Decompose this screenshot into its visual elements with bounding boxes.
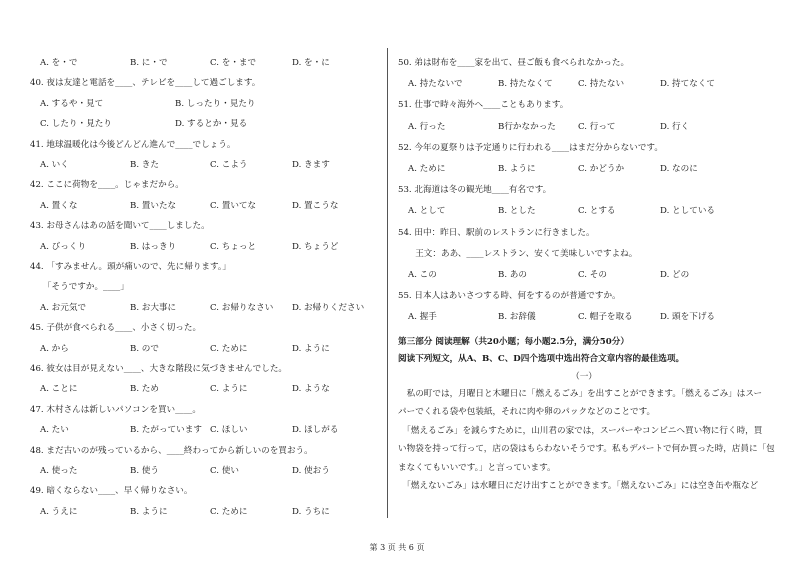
answer-option[interactable]: C. 持たない [578, 79, 625, 90]
answer-option[interactable]: D. きます [292, 160, 330, 170]
section-instructions: 阅读下列短文，从A、B、C、D四个选项中选出符合文章内容的最佳选项。 [398, 353, 685, 364]
answer-option[interactable]: A. うえに [40, 506, 78, 517]
answer-option[interactable]: D. するとか・見る [175, 119, 248, 130]
answer-option[interactable]: C. ために [210, 343, 248, 354]
section-title: 第三部分 阅读理解（共20小题；每小题2.5分，满分50分） [398, 336, 629, 347]
question-text: 49. 暗くならない____、早く帰りなさい。 [30, 486, 193, 497]
answer-option[interactable]: B. あの [498, 270, 527, 280]
answer-option[interactable]: C. お帰りなさい [210, 302, 274, 313]
answer-option[interactable]: C. ために [210, 506, 248, 517]
answer-option[interactable]: B. ように [130, 506, 168, 517]
answer-option[interactable]: A. 置くな [40, 200, 78, 211]
answer-option[interactable]: D. ほしがる [292, 425, 339, 436]
passage-line: 私の町では，月曜日と木曜日に「燃えるごみ」を出すことができます。「燃えるごみ」はスー [398, 388, 763, 399]
question-text: 47. 木村さんは新しいパソコンを買い____。 [30, 404, 201, 415]
answer-option[interactable]: D. 行く [660, 121, 690, 132]
answer-option[interactable]: A. 握手 [408, 312, 437, 323]
question-text: 45. 子供が食べられる____、小さく切った。 [30, 323, 202, 334]
answer-option[interactable]: A. びっくり [40, 241, 87, 252]
answer-option[interactable]: B. 使う [130, 466, 159, 476]
answer-option[interactable]: C. ほしい [210, 425, 248, 436]
answer-option[interactable]: B. とした [498, 206, 536, 217]
answer-option[interactable]: B. きた [130, 160, 159, 170]
question-text: 54. 田中：昨日、駅前のレストランに行きました。 [398, 227, 595, 238]
answer-option[interactable]: C. を・まで [210, 58, 257, 68]
question-text: 46. 彼女は目が見えない____、大きな階段に気づきませんでした。 [30, 364, 288, 374]
answer-option[interactable]: C. かどうか [578, 164, 625, 174]
answer-option[interactable]: D. お帰りください [292, 302, 365, 313]
answer-option[interactable]: D. うちに [292, 506, 330, 517]
answer-option[interactable]: C. ちょっと [210, 241, 257, 252]
answer-option[interactable]: D. なのに [660, 164, 698, 174]
question-text: 48. まだ古いのが残っているから、____終わってから新しいのを買おう。 [30, 445, 313, 456]
passage-line: まなくてもいいです。」と言っています。 [398, 462, 556, 473]
answer-option[interactable]: B. ので [130, 343, 159, 354]
question-text: 52. 今年の夏祭りは予定通りに行われる____はまだ分からないです。 [398, 142, 663, 153]
answer-option[interactable]: B. お大事に [130, 302, 177, 313]
answer-option[interactable]: A. お元気で [40, 302, 87, 313]
answer-option[interactable]: A. ことに [40, 384, 78, 395]
answer-option[interactable]: C. その [578, 270, 607, 280]
answer-option[interactable]: C. こよう [210, 160, 248, 170]
answer-option[interactable]: B. しったり・見たり [175, 98, 256, 109]
answer-option[interactable]: A. いく [40, 160, 69, 170]
answer-option[interactable]: C. ように [210, 384, 248, 395]
answer-option[interactable]: B. 置いたな [130, 200, 177, 211]
passage-number: （一） [571, 371, 597, 382]
question-text: 44. 「すみません。頭が痛いので、先に帰ります。」 [30, 262, 231, 272]
answer-option[interactable]: D. ような [292, 384, 330, 395]
question-text: 41. 地球温暖化は今後どんどん進んで____でしょう。 [30, 139, 236, 150]
answer-option[interactable]: C. 帽子を取る [578, 312, 633, 323]
answer-option[interactable]: D. を・に [292, 58, 330, 68]
question-text: 王文：ああ、____レストラン、安くて美味しいですよね。 [398, 248, 638, 259]
answer-option[interactable]: B. お辞儀 [498, 312, 536, 323]
answer-option[interactable]: B. ため [130, 384, 159, 395]
column-divider [387, 48, 388, 518]
passage-line: い物袋を持って行って，店の袋はもらわないそうです。私もデパートで何か買った時，店員に「包 [398, 444, 775, 455]
answer-option[interactable]: C. 使い [210, 466, 239, 476]
question-text: 50. 弟は財布を____家を出て、昼ご飯も食べられなかった。 [398, 58, 630, 68]
question-text: 40. 夜は友達と電話を____、テレビを____して過ごします。 [30, 78, 261, 89]
answer-option[interactable]: C. 行って [578, 121, 616, 132]
left-column [30, 0, 402, 540]
question-text: 「そうですか。____」 [30, 282, 129, 293]
question-text: 51. 仕事で時々海外へ____こともあります。 [398, 100, 569, 111]
answer-option[interactable]: D. 置こうな [292, 200, 339, 211]
answer-option[interactable]: D. 頭を下げる [660, 312, 716, 323]
answer-option[interactable]: D. 使おう [292, 466, 330, 476]
answer-option[interactable]: B. 持たなくて [498, 79, 553, 90]
passage-line: 「燃えるごみ」を減らすために，山川君の家では，スーパーやコンビニへ買い物に行く時，買 [398, 425, 763, 436]
answer-option[interactable]: A. として [408, 206, 446, 217]
answer-option[interactable]: A. 使った [40, 466, 78, 476]
answer-option[interactable]: A. 行った [408, 121, 446, 132]
passage-line: 「燃えないごみ」は水曜日にだけ出すことができます。「燃えないごみ」には空き缶や瓶など [398, 481, 759, 492]
answer-option[interactable]: A. ために [408, 164, 446, 174]
answer-option[interactable]: D. どの [660, 270, 690, 280]
answer-option[interactable]: C. 置いてな [210, 200, 257, 211]
answer-option[interactable]: A. を・で [40, 58, 78, 68]
right-column [398, 0, 775, 540]
answer-option[interactable]: B. に・で [130, 58, 168, 68]
answer-option[interactable]: D. ように [292, 343, 330, 354]
question-text: 42. ここに荷物を____。じゃまだから。 [30, 180, 184, 191]
answer-option[interactable]: A. 持たないで [408, 79, 463, 90]
answer-option[interactable]: A. この [408, 270, 437, 280]
answer-option[interactable]: C. とする [578, 206, 616, 217]
answer-option[interactable]: B. ように [498, 164, 536, 174]
question-text: 53. 北海道は冬の観光地____有名です。 [398, 185, 552, 196]
page-footer: 第 3 页 共 6 页 [369, 543, 425, 552]
answer-option[interactable]: A. するや・見て [40, 98, 104, 109]
answer-option[interactable]: B. たがっています [130, 425, 202, 436]
answer-option[interactable]: C. したり・見たり [40, 119, 112, 130]
answer-option[interactable]: D. としている [660, 206, 716, 217]
passage-line: パーでくれる袋や包装紙，それに肉や卵のパックなどのことです。 [398, 407, 656, 418]
question-text: 55. 日本人はあいさつする時、何をするのが普通ですか。 [398, 291, 621, 302]
answer-option[interactable]: A. から [40, 343, 69, 354]
question-text: 43. お母さんはあの話を聞いて____しました。 [30, 221, 210, 232]
answer-option[interactable]: D. 持てなくて [660, 79, 716, 90]
answer-option[interactable]: D. ちょうど [292, 241, 339, 252]
answer-option[interactable]: A. たい [40, 425, 69, 436]
answer-option[interactable]: B行かなかった [498, 121, 556, 132]
answer-option[interactable]: B. はっきり [130, 241, 177, 252]
